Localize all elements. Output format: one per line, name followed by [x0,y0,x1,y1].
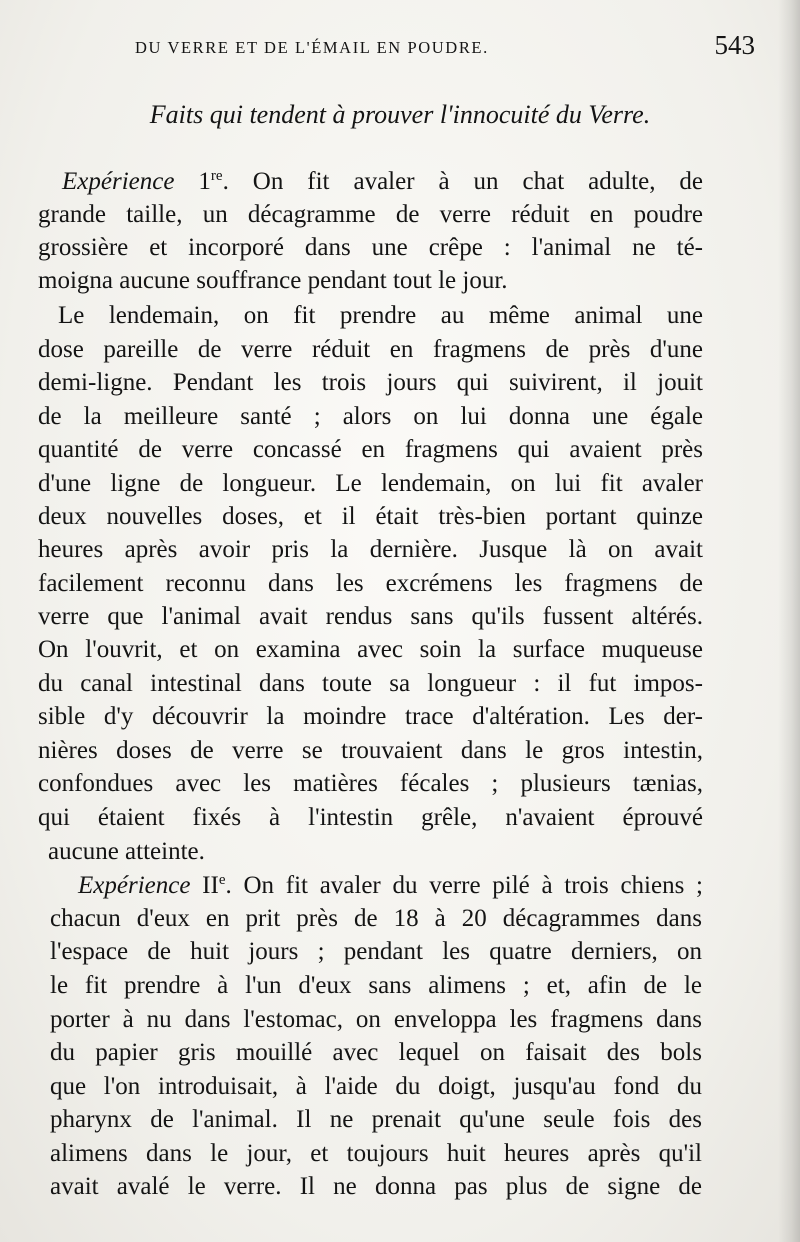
text-line [78,871,703,901]
text-line [50,937,702,967]
line-text: On l'ouvrit, et on examina avec soin la surface muqueuse [38,636,703,663]
page-number: 543 [714,30,755,60]
line-text: facilement reconnu dans les excrémens les fragmens de [38,570,703,597]
line-text: de la meilleure santé ; alors on lui donna une égale [38,403,703,430]
line-text: pharynx de l'animal. Il ne prenait qu'une seule fois des [50,1106,702,1133]
line-text: deux nouvelles doses, et il était très-bien portant quinze [38,503,703,530]
text-line [38,233,703,263]
line-text: . On fit avaler du verre pilé à trois chiens ; [225,872,703,899]
text-line [38,602,703,632]
text-line [38,569,703,599]
line-text: grande taille, un décagramme de verre réduit en poudre [38,201,703,228]
line-text: du papier gris mouillé avec lequel on faisait des bols [50,1039,702,1066]
text-line [58,301,703,331]
line-text: dose pareille de verre réduit en fragmens de près d'une [38,336,703,363]
text-line [38,435,703,465]
line-text: quantité de verre concassé en fragmens qui avaient près [38,436,703,463]
line-text: confondues avec les matières fécales ; plusieurs tænias, [38,770,703,797]
line-text: . On fit avaler à un chat adulte, de [222,168,704,195]
section-title: Faits qui tendent à prouver l'innocuité du Verre. [149,100,651,129]
experiment-number: 1 [198,168,211,195]
line-text: sible d'y découvrir la moindre trace d'altération. Les der- [38,703,703,730]
line-text: Le lendemain, on fit prendre au même animal une [58,302,703,329]
text-line [38,368,703,398]
experiment-label: Expérience [62,168,175,195]
ordinal-suffix: e [218,872,226,888]
line-text: d'une ligne de longueur. Le lendemain, on lui fit avaler [38,470,703,497]
text-line [50,1172,702,1202]
text-line [50,1105,702,1135]
line-text: qui étaient fixés à l'intestin grêle, n'avaient éprouvé [38,804,703,831]
text-line [38,702,703,732]
text-line [38,502,703,532]
text-line [38,535,703,565]
line-text: l'espace de huit jours ; pendant les quatre derniers, on [50,938,702,965]
text-line [38,200,703,230]
text-line [38,736,703,766]
text-line [38,335,703,365]
text-line [48,837,222,867]
line-text: heures après avoir pris la dernière. Jusque là on avait [38,536,703,563]
line-text: du canal intestinal dans toute sa longueur : il fut impos- [38,670,703,697]
text-line [50,1038,702,1068]
running-head-title: DU VERRE ET DE L'ÉMAIL EN POUDRE. [135,38,489,57]
text-line [62,167,703,197]
text-line [38,803,703,833]
line-text: chacun d'eux en prit près de 18 à 20 décagrammes dans [50,905,702,932]
text-line [50,1072,702,1102]
text-line [50,904,702,934]
line-text: verre que l'animal avait rendus sans qu'ils fussent altérés. [38,603,703,630]
line-text: demi-ligne. Pendant les trois jours qui suivirent, il jouit [38,369,703,396]
line-text: le fit prendre à l'un d'eux sans alimens ; et, afin de le [50,972,702,999]
text-line [38,635,703,665]
text-line [38,669,703,699]
experiment-label: Expérience [78,872,191,899]
text-line [38,266,582,296]
line-text: que l'on introduisait, à l'aide du doigt, jusqu'au fond du [50,1073,702,1100]
text-line [38,769,703,799]
line-text: aucune atteinte. [48,838,205,865]
experiment-number: II [202,872,219,899]
ordinal-suffix: re [210,168,223,184]
line-text: avait avalé le verre. Il ne donna pas plus de signe de [50,1173,702,1200]
text-line [50,1139,702,1169]
line-text: moigna aucune souffrance pendant tout le jour. [38,267,508,294]
line-text: grossière et incorporé dans une crêpe : l'animal ne té- [38,234,703,261]
line-text: porter à nu dans l'estomac, on enveloppa les fragmens dans [50,1006,702,1033]
text-line [50,1005,702,1035]
text-line [38,402,703,432]
line-text: nières doses de verre se trouvaient dans le gros intestin, [38,737,703,764]
text-line [38,469,703,499]
line-text: alimens dans le jour, et toujours huit heures après qu'il [50,1140,702,1167]
text-line [50,971,702,1001]
